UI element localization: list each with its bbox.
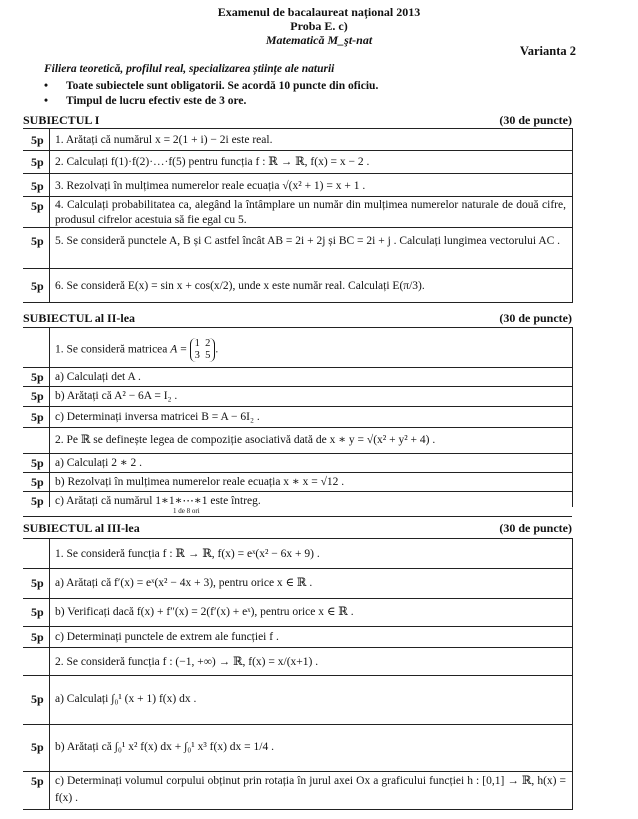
section-3-name: SUBIECTUL al III-lea (23, 521, 140, 535)
points: 5p (31, 279, 44, 293)
intro-text: 2. Pe ℝ se definește legea de compoziție asociativă dată de x ∗ y = √(x² + y² + 4) . (55, 434, 436, 446)
divider (23, 538, 572, 539)
s2-item (23, 386, 572, 406)
s1-item (23, 173, 572, 196)
problem-text: a) Calculați det A . (55, 371, 141, 383)
problem-text: a) Calculați ∫₀¹ (x + 1) f(x) dx . (55, 693, 197, 705)
points: 5p (31, 605, 44, 619)
points: 5p (31, 234, 44, 248)
s3-item (23, 568, 572, 598)
points: 5p (31, 494, 44, 508)
points: 5p (31, 155, 44, 169)
exam-title: Examenul de bacalaureat național 2013 (217, 5, 421, 19)
points: 5p (31, 576, 44, 590)
points: 5p (31, 456, 44, 470)
points: 5p (31, 410, 44, 424)
variant-label: Varianta 2 (519, 44, 576, 58)
points: 5p (31, 133, 44, 147)
problem-text: 4. Calculați probabilitatea ca, alegând la întâmplare un număr din mulțimea numerelor naturale de două cifre, produsul cifrelor acestuia să fie egal cu 5. (55, 199, 566, 226)
section-2-points: (30 de puncte) (499, 311, 572, 325)
problem-text: b) Arătați că ∫₀¹ x² f(x) dx + ∫₀¹ x³ f(x) dx = 1/4 . (55, 741, 274, 753)
points: 5p (31, 199, 44, 213)
s3-item (23, 626, 572, 647)
problem-text: c) Determinați punctele de extrem ale funcției f . (55, 631, 279, 643)
divider (23, 302, 572, 303)
s2-item (23, 367, 572, 386)
points: 5p (31, 179, 44, 193)
points: 5p (31, 692, 44, 706)
problem-text: a) Arătați că f′(x) = eˣ(x² − 4x + 3), pentru orice x ∈ ℝ . (55, 577, 313, 589)
points: 5p (31, 389, 44, 403)
problem-text: 2. Calculați f(1)·f(2)·…·f(5) pentru funcția f : ℝ → ℝ, f(x) = x − 2 . (55, 156, 370, 168)
filiera: Filiera teoretică, profilul real, specializarea științe ale naturii (44, 63, 335, 75)
section-title-3 (23, 521, 572, 536)
intro-text: 2. Se consideră funcția f : (−1, +∞) → ℝ, f(x) = x/(x+1) . (55, 656, 319, 668)
intro-text: 1. Se consideră funcția f : ℝ → ℝ, f(x) = eˣ(x² − 6x + 9) . (55, 548, 320, 560)
bullet-1: • Toate subiectele sunt obligatorii. Se acordă 10 puncte din oficiu. (44, 80, 378, 92)
divider (572, 538, 573, 810)
s2-item (23, 453, 572, 472)
matrix-A: 1 2 3 5 (190, 338, 216, 362)
divider (23, 128, 572, 129)
section-2-name: SUBIECTUL al II-lea (23, 311, 136, 325)
s1-item (23, 150, 572, 173)
section-title-2 (23, 311, 572, 326)
problem-text: 3. Rezolvați în mulțimea numerelor reale ecuația √(x² + 1) = x + 1 . (55, 180, 366, 192)
problem-text: 5. Se consideră punctele A, B și C astfel încât AB = 2i + 2j și BC = 2i + j . Calculați lungimea vectorului AC . (55, 235, 561, 247)
problem-text: a) Calculați 2 ∗ 2 . (55, 457, 143, 469)
points: 5p (31, 630, 44, 644)
section-1-points: (30 de puncte) (499, 113, 572, 127)
problem-text: c) Arătați că numărul 1∗1∗⋯∗1 este întreg. (55, 495, 261, 507)
points: 5p (31, 475, 44, 489)
section-title-1 (23, 113, 572, 128)
s3-intro-2 (23, 647, 572, 675)
divider (572, 327, 573, 507)
divider (23, 516, 572, 517)
s3-item (23, 724, 572, 771)
points: 5p (31, 740, 44, 754)
problem-text: b) Arătați că A² − 6A = I₂ . (55, 390, 178, 402)
divider (23, 327, 572, 328)
s2-item (23, 406, 572, 427)
problem-text: b) Verificați dacă f(x) + f″(x) = 2(f′(x) + eˣ), pentru orice x ∈ ℝ . (55, 606, 354, 618)
s3-item (23, 771, 572, 810)
subject-name: Matematică M_şt-nat (265, 33, 373, 47)
divider (23, 809, 572, 810)
bullet-2: • Timpul de lucru efectiv este de 3 ore. (44, 95, 246, 107)
s3-item (23, 675, 572, 724)
s2-item (23, 491, 572, 516)
s1-item (23, 268, 572, 303)
problem-text: c) Determinați inversa matricei B = A − 6I₂ . (55, 411, 260, 423)
points: 5p (31, 370, 44, 384)
points: 5p (31, 774, 44, 788)
exam-proba: Proba E. c) (290, 19, 348, 33)
problem-text: 1. Arătați că numărul x = 2(1 + i) − 2i este real. (55, 134, 273, 146)
section-3-points: (30 de puncte) (499, 521, 572, 535)
s1-item (23, 227, 572, 268)
problem-text: 6. Se consideră E(x) = sin x + cos(x/2), unde x este număr real. Calculați E(π/3). (55, 280, 425, 292)
s2-intro-2 (23, 427, 572, 453)
divider (572, 128, 573, 303)
s1-item (23, 196, 572, 227)
intro-text: 1. Se consideră matricea (55, 343, 168, 356)
section-1-name: SUBIECTUL I (23, 113, 100, 127)
underbrace-label: 1 de 8 ori (173, 507, 200, 515)
s3-item (23, 598, 572, 626)
problem-text: b) Rezolvați în mulțimea numerelor reale ecuația x ∗ x = √12 . (55, 476, 345, 488)
problem-text: c) Determinați volumul corpului obținut prin rotația în jurul axei Ox a graficului funcției h : [0,1] → ℝ, h(x) = f(x) . (55, 775, 566, 804)
s2-item (23, 472, 572, 491)
